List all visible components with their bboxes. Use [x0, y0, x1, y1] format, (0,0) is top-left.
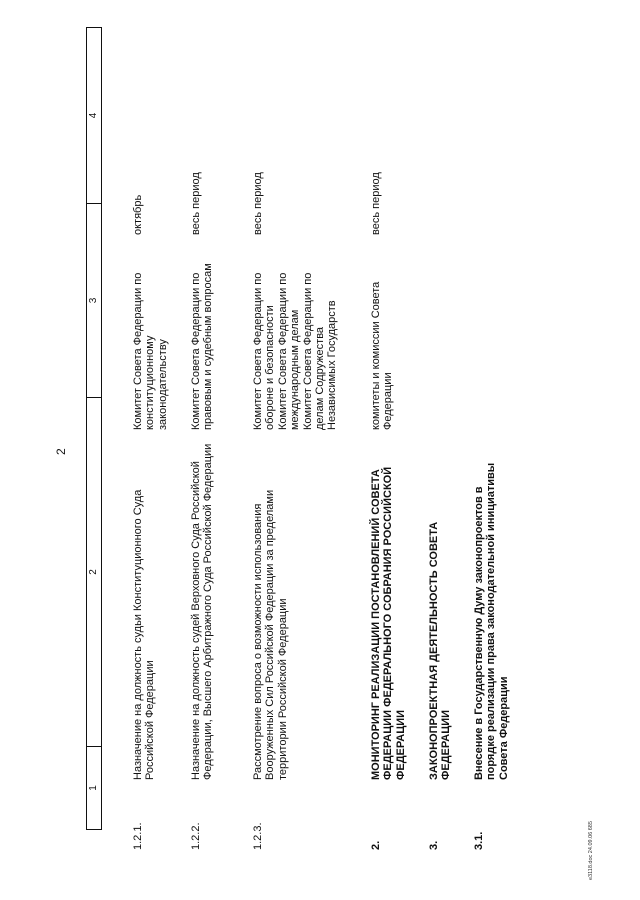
- term-text: весь период: [252, 172, 264, 235]
- table-header: [86, 27, 102, 830]
- column-header: 2: [88, 569, 99, 575]
- item-number: 3.: [428, 840, 440, 850]
- activity-text: Рассмотрение вопроса о возможности использования Вооруженных Сил Российской Федерации за пределами территории Российской Федерации: [252, 489, 289, 780]
- responsible-text: Комитет Совета Федерации по правовым и судебным вопросам: [190, 263, 215, 430]
- section-heading: ЗАКОНОПРОЕКТНАЯ ДЕЯТЕЛЬНОСТЬ СОВЕТА ФЕДЕРАЦИИ: [428, 521, 453, 780]
- activity-text: Назначение на должность судей Верховного Суда Российской Федерации, Высшего Арбитражного Суда Российской Федерации: [190, 443, 215, 780]
- item-number: 1.2.1.: [132, 822, 144, 850]
- item-number: 1.2.3.: [252, 822, 264, 850]
- column-header: 1: [88, 785, 99, 791]
- item-number: 1.2.2.: [190, 822, 202, 850]
- responsible-text: Комитет Совета Федерации по конституционному законодательству: [132, 272, 169, 430]
- item-number: 2.: [370, 840, 382, 850]
- term-text: октябрь: [132, 194, 144, 235]
- activity-text: Внесение в Государственную Думу законопроектов в порядке реализации права законодательной инициативы Совета Федерации: [473, 462, 510, 780]
- item-number: 3.1.: [473, 831, 485, 850]
- footer-code: e3118.doc 24.09.06 685: [588, 821, 594, 880]
- column-header: 3: [88, 297, 99, 304]
- term-text: весь период: [190, 172, 202, 235]
- section-heading: МОНИТОРИНГ РЕАЛИЗАЦИИ ПОСТАНОВЛЕНИЙ СОВЕТА ФЕДЕРАЦИИ ФЕДЕРАЛЬНОГО СОБРАНИЯ РОССИЙСКОЙ ФЕДЕРАЦИИ: [370, 466, 407, 780]
- column-header: 4: [88, 112, 99, 119]
- term-text: весь период: [370, 172, 382, 235]
- responsible-text: Комитет Совета Федерации по обороне и безопасности Комитет Совета Федерации по международным делам Комитет Совета Федерации по делам Содружества Независимых Государств: [252, 272, 339, 430]
- page-number: 2: [54, 448, 68, 455]
- activity-text: Назначение на должность судьи Конституционного Суда Российской Федерации: [132, 489, 157, 780]
- responsible-text: комитеты и комиссии Совета Федерации: [370, 281, 395, 430]
